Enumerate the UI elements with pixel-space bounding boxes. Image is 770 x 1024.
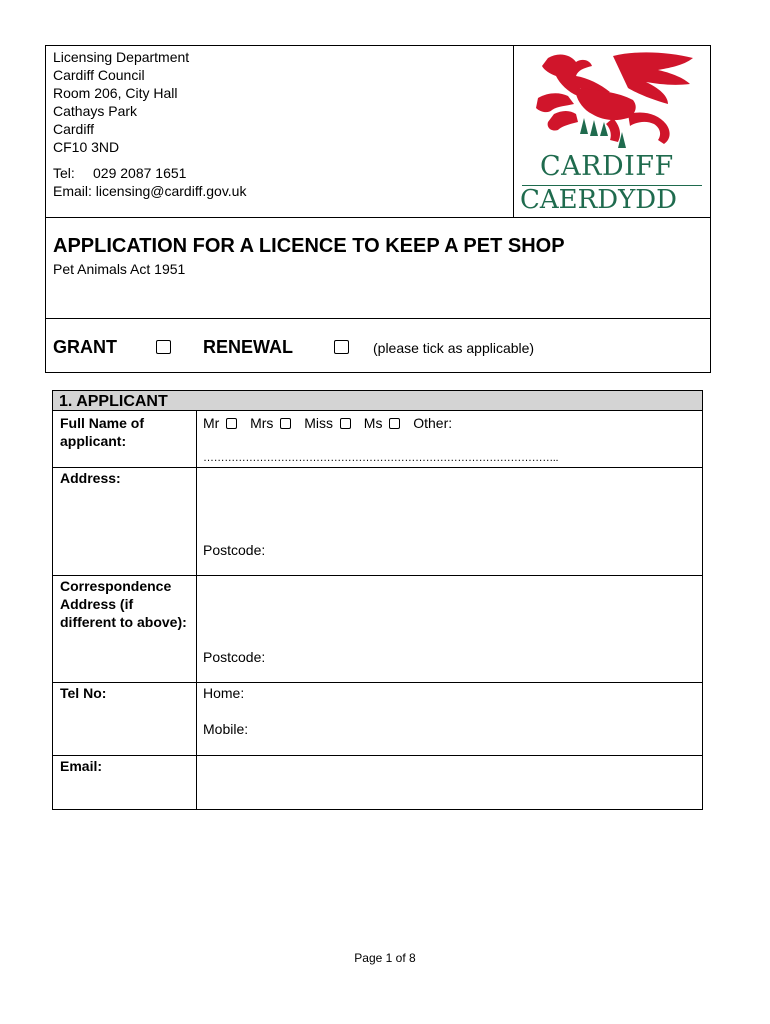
address-line: Room 206, City Hall: [53, 85, 178, 101]
logo-text-cardiff: CARDIFF: [540, 151, 674, 182]
cardiff-logo: [518, 48, 706, 216]
logo-text-caerdydd: CAERDYDD: [520, 185, 677, 215]
page-number: Page 1 of 8: [354, 951, 416, 965]
correspondence-address-label: Correspondence Address (if different to above):: [60, 578, 187, 630]
address-postcode-label: Postcode:: [203, 542, 266, 558]
row-divider: [52, 575, 703, 576]
tel-label: Tel:: [53, 165, 75, 181]
address-line: Licensing Department: [53, 49, 190, 65]
title-mrs-checkbox[interactable]: [280, 418, 291, 429]
address-line: Cardiff Council: [53, 67, 145, 83]
address-line: Cathays Park: [53, 103, 138, 119]
header-divider: [513, 45, 514, 217]
email-line: [53, 182, 246, 200]
renewal-label: RENEWAL: [203, 337, 293, 357]
tel-no-label: Tel No:: [60, 685, 107, 701]
email-value: licensing@cardiff.gov.uk: [95, 183, 247, 199]
row-divider: [52, 467, 703, 468]
section-heading: 1. APPLICANT: [59, 393, 168, 410]
full-name-label: Full Name of applicant:: [60, 415, 145, 449]
address-line: Cardiff: [53, 121, 94, 137]
row-divider: [52, 682, 703, 683]
row-divider: [52, 755, 703, 756]
address-label: Address:: [60, 470, 121, 486]
renewal-checkbox[interactable]: [334, 340, 349, 354]
email-label: Email:: [53, 183, 92, 199]
correspondence-postcode-label: Postcode:: [203, 649, 266, 665]
row-divider: [52, 410, 703, 411]
tel-line: [53, 164, 186, 182]
home-phone-label: Home:: [203, 685, 245, 701]
mobile-phone-label: Mobile:: [203, 721, 249, 737]
grant-checkbox[interactable]: [156, 340, 171, 354]
page-subtitle: Pet Animals Act 1951: [53, 261, 186, 277]
title-mr-checkbox[interactable]: [226, 418, 237, 429]
grant-label: GRANT: [53, 337, 117, 357]
tick-note: (please tick as applicable): [373, 340, 535, 356]
page-title: APPLICATION FOR A LICENCE TO KEEP A PET SHOP: [53, 235, 565, 257]
applicant-email-label: Email:: [60, 758, 103, 774]
title-miss-checkbox[interactable]: [340, 418, 351, 429]
council-address: [53, 48, 189, 156]
title-ms-checkbox[interactable]: [389, 418, 400, 429]
title-mr-label: Mr: [203, 415, 220, 431]
title-mrs-label: Mrs: [250, 415, 274, 431]
title-miss-label: Miss: [304, 415, 333, 431]
title-ms-label: Ms: [363, 415, 383, 431]
title-other-label: Other:: [413, 415, 453, 431]
address-line: CF10 3ND: [53, 139, 120, 155]
column-divider: [196, 410, 197, 810]
title-options: [203, 414, 452, 432]
tel-value: 029 2087 1651: [93, 165, 187, 181]
dragon-icon: [518, 48, 706, 158]
name-entry-line[interactable]: ………………………………………………………………………………………..: [203, 452, 559, 464]
